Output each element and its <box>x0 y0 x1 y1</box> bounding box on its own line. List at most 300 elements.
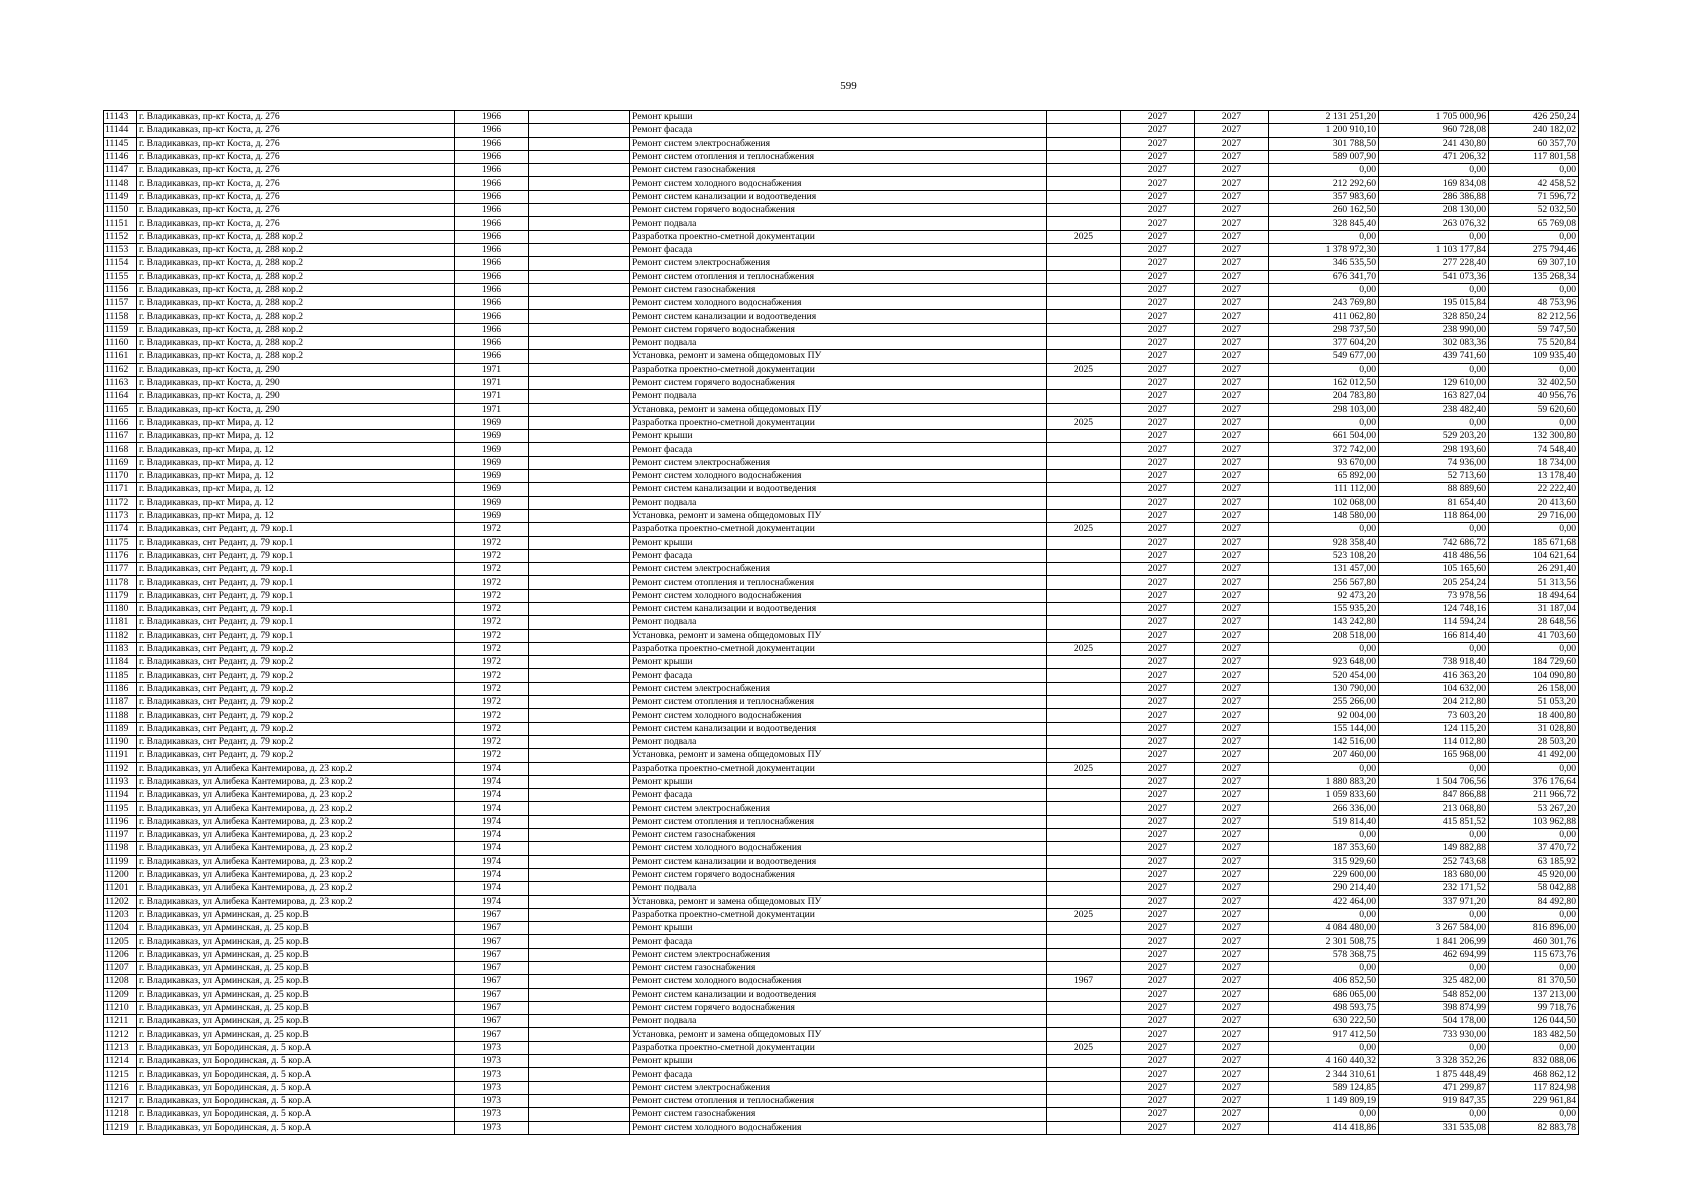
work-type-cell: Ремонт подвала <box>630 496 1047 509</box>
table-row <box>104 975 1579 988</box>
row-number: 11219 <box>104 1121 137 1134</box>
year-built-cell: 1972 <box>455 682 529 695</box>
owner-cost-cell: 84 492,80 <box>1489 895 1579 908</box>
row-number: 11150 <box>104 204 137 217</box>
work-type-cell: Ремонт систем отопления и теплоснабжения <box>630 696 1047 709</box>
address-cell: г. Владикавказ, ул Бородинская, д. 5 кор.А <box>137 1081 455 1094</box>
period-from-cell: 2027 <box>1121 376 1195 389</box>
note-cell <box>1047 576 1121 589</box>
work-type-cell: Ремонт систем холодного водоснабжения <box>630 1121 1047 1134</box>
row-number: 11180 <box>104 602 137 615</box>
owner-cost-cell: 26 291,40 <box>1489 563 1579 576</box>
row-number: 11193 <box>104 775 137 788</box>
row-number: 11162 <box>104 363 137 376</box>
owner-cost-cell: 45 920,00 <box>1489 868 1579 881</box>
total-cost-cell: 92 004,00 <box>1269 709 1379 722</box>
blank-cell <box>529 376 630 389</box>
owner-cost-cell: 376 176,64 <box>1489 775 1579 788</box>
period-to-cell: 2027 <box>1195 1001 1269 1014</box>
period-from-cell: 2027 <box>1121 908 1195 921</box>
period-from-cell: 2027 <box>1121 895 1195 908</box>
table-row <box>104 470 1579 483</box>
year-built-cell: 1974 <box>455 762 529 775</box>
period-from-cell: 2027 <box>1121 802 1195 815</box>
address-cell: г. Владикавказ, пр-кт Мира, д. 12 <box>137 443 455 456</box>
work-type-cell: Ремонт систем газоснабжения <box>630 1108 1047 1121</box>
fund-cost-cell: 0,00 <box>1379 908 1489 921</box>
fund-cost-cell: 52 713,60 <box>1379 470 1489 483</box>
table-row <box>104 270 1579 283</box>
period-to-cell: 2027 <box>1195 656 1269 669</box>
period-to-cell: 2027 <box>1195 882 1269 895</box>
row-number: 11187 <box>104 696 137 709</box>
period-to-cell: 2027 <box>1195 829 1269 842</box>
period-to-cell: 2027 <box>1195 669 1269 682</box>
owner-cost-cell: 29 716,00 <box>1489 509 1579 522</box>
table-row <box>104 829 1579 842</box>
period-to-cell: 2027 <box>1195 310 1269 323</box>
owner-cost-cell: 103 962,88 <box>1489 815 1579 828</box>
row-number: 11188 <box>104 709 137 722</box>
note-cell <box>1047 829 1121 842</box>
period-to-cell: 2027 <box>1195 1094 1269 1107</box>
fund-cost-cell: 163 827,04 <box>1379 390 1489 403</box>
address-cell: г. Владикавказ, снт Редант, д. 79 кор.2 <box>137 735 455 748</box>
owner-cost-cell: 184 729,60 <box>1489 656 1579 669</box>
blank-cell <box>529 735 630 748</box>
address-cell: г. Владикавказ, снт Редант, д. 79 кор.2 <box>137 642 455 655</box>
year-built-cell: 1966 <box>455 350 529 363</box>
period-from-cell: 2027 <box>1121 629 1195 642</box>
note-cell: 2025 <box>1047 642 1121 655</box>
owner-cost-cell: 59 620,60 <box>1489 403 1579 416</box>
period-to-cell: 2027 <box>1195 430 1269 443</box>
year-built-cell: 1967 <box>455 935 529 948</box>
period-to-cell: 2027 <box>1195 390 1269 403</box>
period-to-cell: 2027 <box>1195 297 1269 310</box>
period-from-cell: 2027 <box>1121 789 1195 802</box>
row-number: 11211 <box>104 1015 137 1028</box>
row-number: 11209 <box>104 988 137 1001</box>
period-from-cell: 2027 <box>1121 962 1195 975</box>
fund-cost-cell: 114 012,80 <box>1379 735 1489 748</box>
year-built-cell: 1972 <box>455 709 529 722</box>
owner-cost-cell: 240 182,02 <box>1489 124 1579 137</box>
address-cell: г. Владикавказ, пр-кт Коста, д. 288 кор.2 <box>137 297 455 310</box>
row-number: 11206 <box>104 948 137 961</box>
total-cost-cell: 589 007,90 <box>1269 150 1379 163</box>
row-number: 11175 <box>104 536 137 549</box>
period-to-cell: 2027 <box>1195 376 1269 389</box>
owner-cost-cell: 52 032,50 <box>1489 204 1579 217</box>
row-number: 11155 <box>104 270 137 283</box>
total-cost-cell: 0,00 <box>1269 829 1379 842</box>
period-from-cell: 2027 <box>1121 815 1195 828</box>
year-built-cell: 1972 <box>455 669 529 682</box>
blank-cell <box>529 390 630 403</box>
total-cost-cell: 2 344 310,61 <box>1269 1068 1379 1081</box>
fund-cost-cell: 149 882,88 <box>1379 842 1489 855</box>
period-to-cell: 2027 <box>1195 403 1269 416</box>
note-cell <box>1047 283 1121 296</box>
work-type-cell: Ремонт подвала <box>630 390 1047 403</box>
row-number: 11152 <box>104 230 137 243</box>
table-row <box>104 456 1579 469</box>
year-built-cell: 1974 <box>455 855 529 868</box>
period-to-cell: 2027 <box>1195 124 1269 137</box>
total-cost-cell: 1 200 910,10 <box>1269 124 1379 137</box>
fund-cost-cell: 398 874,99 <box>1379 1001 1489 1014</box>
period-from-cell: 2027 <box>1121 855 1195 868</box>
work-type-cell: Ремонт систем отопления и теплоснабжения <box>630 576 1047 589</box>
work-type-cell: Разработка проектно-сметной документации <box>630 762 1047 775</box>
fund-cost-cell: 0,00 <box>1379 283 1489 296</box>
note-cell <box>1047 895 1121 908</box>
period-from-cell: 2027 <box>1121 190 1195 203</box>
period-to-cell: 2027 <box>1195 204 1269 217</box>
owner-cost-cell: 460 301,76 <box>1489 935 1579 948</box>
work-type-cell: Ремонт крыши <box>630 656 1047 669</box>
owner-cost-cell: 59 747,50 <box>1489 323 1579 336</box>
table-row <box>104 682 1579 695</box>
address-cell: г. Владикавказ, пр-кт Мира, д. 12 <box>137 509 455 522</box>
period-from-cell: 2027 <box>1121 337 1195 350</box>
work-type-cell: Ремонт фасада <box>630 669 1047 682</box>
note-cell <box>1047 868 1121 881</box>
note-cell <box>1047 709 1121 722</box>
year-built-cell: 1974 <box>455 842 529 855</box>
owner-cost-cell: 126 044,50 <box>1489 1015 1579 1028</box>
owner-cost-cell: 426 250,24 <box>1489 111 1579 124</box>
fund-cost-cell: 328 850,24 <box>1379 310 1489 323</box>
table-row <box>104 1028 1579 1041</box>
note-cell <box>1047 775 1121 788</box>
fund-cost-cell: 105 165,60 <box>1379 563 1489 576</box>
row-number: 11145 <box>104 137 137 150</box>
period-to-cell: 2027 <box>1195 616 1269 629</box>
work-type-cell: Установка, ремонт и замена общедомовых ПУ <box>630 1028 1047 1041</box>
total-cost-cell: 357 983,60 <box>1269 190 1379 203</box>
row-number: 11208 <box>104 975 137 988</box>
year-built-cell: 1973 <box>455 1121 529 1134</box>
total-cost-cell: 0,00 <box>1269 164 1379 177</box>
year-built-cell: 1973 <box>455 1108 529 1121</box>
period-from-cell: 2027 <box>1121 922 1195 935</box>
blank-cell <box>529 270 630 283</box>
table-row <box>104 390 1579 403</box>
period-from-cell: 2027 <box>1121 283 1195 296</box>
table-row <box>104 283 1579 296</box>
table-row <box>104 988 1579 1001</box>
fund-cost-cell: 252 743,68 <box>1379 855 1489 868</box>
owner-cost-cell: 0,00 <box>1489 283 1579 296</box>
year-built-cell: 1966 <box>455 283 529 296</box>
table-row <box>104 1015 1579 1028</box>
row-number: 11186 <box>104 682 137 695</box>
year-built-cell: 1972 <box>455 722 529 735</box>
table-row <box>104 722 1579 735</box>
note-cell: 2025 <box>1047 230 1121 243</box>
blank-cell <box>529 709 630 722</box>
work-type-cell: Ремонт подвала <box>630 882 1047 895</box>
period-to-cell: 2027 <box>1195 962 1269 975</box>
work-type-cell: Ремонт систем газоснабжения <box>630 283 1047 296</box>
address-cell: г. Владикавказ, ул Алибека Кантемирова, д. 23 кор.2 <box>137 789 455 802</box>
table-row <box>104 323 1579 336</box>
note-cell <box>1047 948 1121 961</box>
work-type-cell: Ремонт систем электроснабжения <box>630 802 1047 815</box>
fund-cost-cell: 919 847,35 <box>1379 1094 1489 1107</box>
owner-cost-cell: 74 548,40 <box>1489 443 1579 456</box>
fund-cost-cell: 298 193,60 <box>1379 443 1489 456</box>
address-cell: г. Владикавказ, пр-кт Мира, д. 12 <box>137 430 455 443</box>
period-to-cell: 2027 <box>1195 988 1269 1001</box>
table-row <box>104 616 1579 629</box>
owner-cost-cell: 135 268,34 <box>1489 270 1579 283</box>
blank-cell <box>529 642 630 655</box>
row-number: 11171 <box>104 483 137 496</box>
period-from-cell: 2027 <box>1121 1028 1195 1041</box>
blank-cell <box>529 549 630 562</box>
period-from-cell: 2027 <box>1121 762 1195 775</box>
note-cell <box>1047 549 1121 562</box>
total-cost-cell: 661 504,00 <box>1269 430 1379 443</box>
row-number: 11151 <box>104 217 137 230</box>
blank-cell <box>529 177 630 190</box>
period-from-cell: 2027 <box>1121 642 1195 655</box>
work-type-cell: Ремонт фасада <box>630 549 1047 562</box>
blank-cell <box>529 616 630 629</box>
period-to-cell: 2027 <box>1195 775 1269 788</box>
table-row <box>104 656 1579 669</box>
fund-cost-cell: 73 603,20 <box>1379 709 1489 722</box>
period-from-cell: 2027 <box>1121 243 1195 256</box>
period-from-cell: 2027 <box>1121 1015 1195 1028</box>
fund-cost-cell: 529 203,20 <box>1379 430 1489 443</box>
note-cell <box>1047 509 1121 522</box>
blank-cell <box>529 988 630 1001</box>
table-row <box>104 696 1579 709</box>
blank-cell <box>529 150 630 163</box>
row-number: 11172 <box>104 496 137 509</box>
note-cell <box>1047 988 1121 1001</box>
row-number: 11161 <box>104 350 137 363</box>
work-type-cell: Установка, ремонт и замена общедомовых ПУ <box>630 895 1047 908</box>
blank-cell <box>529 908 630 921</box>
table-row <box>104 496 1579 509</box>
note-cell: 2025 <box>1047 908 1121 921</box>
period-from-cell: 2027 <box>1121 696 1195 709</box>
period-to-cell: 2027 <box>1195 1028 1269 1041</box>
work-type-cell: Ремонт фасада <box>630 243 1047 256</box>
note-cell <box>1047 722 1121 735</box>
note-cell <box>1047 270 1121 283</box>
address-cell: г. Владикавказ, снт Редант, д. 79 кор.2 <box>137 749 455 762</box>
address-cell: г. Владикавказ, снт Редант, д. 79 кор.2 <box>137 682 455 695</box>
row-number: 11170 <box>104 470 137 483</box>
address-cell: г. Владикавказ, ул Алибека Кантемирова, д. 23 кор.2 <box>137 842 455 855</box>
table-row <box>104 789 1579 802</box>
owner-cost-cell: 58 042,88 <box>1489 882 1579 895</box>
fund-cost-cell: 462 694,99 <box>1379 948 1489 961</box>
total-cost-cell: 255 266,00 <box>1269 696 1379 709</box>
owner-cost-cell: 82 883,78 <box>1489 1121 1579 1134</box>
address-cell: г. Владикавказ, пр-кт Коста, д. 288 кор.2 <box>137 243 455 256</box>
period-from-cell: 2027 <box>1121 310 1195 323</box>
year-built-cell: 1969 <box>455 443 529 456</box>
table-row <box>104 802 1579 815</box>
row-number: 11195 <box>104 802 137 815</box>
row-number: 11200 <box>104 868 137 881</box>
period-from-cell: 2027 <box>1121 988 1195 1001</box>
row-number: 11207 <box>104 962 137 975</box>
year-built-cell: 1973 <box>455 1041 529 1054</box>
year-built-cell: 1972 <box>455 749 529 762</box>
note-cell <box>1047 735 1121 748</box>
period-to-cell: 2027 <box>1195 1068 1269 1081</box>
owner-cost-cell: 183 482,50 <box>1489 1028 1579 1041</box>
period-to-cell: 2027 <box>1195 815 1269 828</box>
row-number: 11192 <box>104 762 137 775</box>
blank-cell <box>529 855 630 868</box>
total-cost-cell: 0,00 <box>1269 283 1379 296</box>
fund-cost-cell: 208 130,00 <box>1379 204 1489 217</box>
note-cell <box>1047 1121 1121 1134</box>
year-built-cell: 1966 <box>455 243 529 256</box>
total-cost-cell: 328 845,40 <box>1269 217 1379 230</box>
row-number: 11174 <box>104 523 137 536</box>
note-cell <box>1047 111 1121 124</box>
work-type-cell: Ремонт крыши <box>630 111 1047 124</box>
row-number: 11169 <box>104 456 137 469</box>
fund-cost-cell: 166 814,40 <box>1379 629 1489 642</box>
address-cell: г. Владикавказ, снт Редант, д. 79 кор.1 <box>137 602 455 615</box>
address-cell: г. Владикавказ, пр-кт Коста, д. 288 кор.2 <box>137 283 455 296</box>
address-cell: г. Владикавказ, ул Арминская, д. 25 кор.В <box>137 908 455 921</box>
address-cell: г. Владикавказ, ул Арминская, д. 25 кор.В <box>137 1028 455 1041</box>
note-cell <box>1047 496 1121 509</box>
fund-cost-cell: 124 748,16 <box>1379 602 1489 615</box>
note-cell <box>1047 443 1121 456</box>
period-to-cell: 2027 <box>1195 177 1269 190</box>
address-cell: г. Владикавказ, ул Арминская, д. 25 кор.В <box>137 962 455 975</box>
year-built-cell: 1972 <box>455 642 529 655</box>
address-cell: г. Владикавказ, пр-кт Коста, д. 276 <box>137 217 455 230</box>
period-to-cell: 2027 <box>1195 283 1269 296</box>
period-from-cell: 2027 <box>1121 709 1195 722</box>
work-type-cell: Ремонт систем газоснабжения <box>630 829 1047 842</box>
total-cost-cell: 549 677,00 <box>1269 350 1379 363</box>
period-to-cell: 2027 <box>1195 696 1269 709</box>
period-to-cell: 2027 <box>1195 536 1269 549</box>
period-to-cell: 2027 <box>1195 1108 1269 1121</box>
row-number: 11205 <box>104 935 137 948</box>
period-to-cell: 2027 <box>1195 749 1269 762</box>
owner-cost-cell: 115 673,76 <box>1489 948 1579 961</box>
owner-cost-cell: 211 966,72 <box>1489 789 1579 802</box>
year-built-cell: 1969 <box>455 416 529 429</box>
blank-cell <box>529 722 630 735</box>
year-built-cell: 1973 <box>455 1094 529 1107</box>
fund-cost-cell: 0,00 <box>1379 1041 1489 1054</box>
year-built-cell: 1971 <box>455 403 529 416</box>
owner-cost-cell: 22 222,40 <box>1489 483 1579 496</box>
period-to-cell: 2027 <box>1195 842 1269 855</box>
address-cell: г. Владикавказ, ул Арминская, д. 25 кор.В <box>137 935 455 948</box>
address-cell: г. Владикавказ, пр-кт Коста, д. 276 <box>137 190 455 203</box>
table-row <box>104 350 1579 363</box>
work-type-cell: Разработка проектно-сметной документации <box>630 642 1047 655</box>
row-number: 11194 <box>104 789 137 802</box>
fund-cost-cell: 124 115,20 <box>1379 722 1489 735</box>
fund-cost-cell: 0,00 <box>1379 523 1489 536</box>
note-cell <box>1047 563 1121 576</box>
blank-cell <box>529 775 630 788</box>
blank-cell <box>529 975 630 988</box>
total-cost-cell: 0,00 <box>1269 642 1379 655</box>
period-to-cell: 2027 <box>1195 270 1269 283</box>
blank-cell <box>529 403 630 416</box>
row-number: 11213 <box>104 1041 137 1054</box>
work-type-cell: Ремонт систем электроснабжения <box>630 682 1047 695</box>
row-number: 11159 <box>104 323 137 336</box>
total-cost-cell: 411 062,80 <box>1269 310 1379 323</box>
work-type-cell: Ремонт систем отопления и теплоснабжения <box>630 815 1047 828</box>
table-row <box>104 257 1579 270</box>
period-from-cell: 2027 <box>1121 124 1195 137</box>
blank-cell <box>529 416 630 429</box>
row-number: 11204 <box>104 922 137 935</box>
year-built-cell: 1966 <box>455 257 529 270</box>
period-from-cell: 2027 <box>1121 496 1195 509</box>
address-cell: г. Владикавказ, пр-кт Коста, д. 288 кор.2 <box>137 230 455 243</box>
row-number: 11203 <box>104 908 137 921</box>
blank-cell <box>529 297 630 310</box>
table-row <box>104 190 1579 203</box>
blank-cell <box>529 310 630 323</box>
blank-cell <box>529 230 630 243</box>
table-row <box>104 855 1579 868</box>
fund-cost-cell: 0,00 <box>1379 962 1489 975</box>
period-to-cell: 2027 <box>1195 257 1269 270</box>
period-from-cell: 2027 <box>1121 350 1195 363</box>
blank-cell <box>529 682 630 695</box>
row-number: 11144 <box>104 124 137 137</box>
total-cost-cell: 1 149 809,19 <box>1269 1094 1379 1107</box>
period-from-cell: 2027 <box>1121 735 1195 748</box>
total-cost-cell: 346 535,50 <box>1269 257 1379 270</box>
year-built-cell: 1966 <box>455 230 529 243</box>
note-cell: 2025 <box>1047 523 1121 536</box>
owner-cost-cell: 69 307,10 <box>1489 257 1579 270</box>
blank-cell <box>529 629 630 642</box>
period-to-cell: 2027 <box>1195 789 1269 802</box>
fund-cost-cell: 238 990,00 <box>1379 323 1489 336</box>
work-type-cell: Ремонт систем отопления и теплоснабжения <box>630 270 1047 283</box>
row-number: 11153 <box>104 243 137 256</box>
owner-cost-cell: 18 734,00 <box>1489 456 1579 469</box>
total-cost-cell: 315 929,60 <box>1269 855 1379 868</box>
year-built-cell: 1974 <box>455 815 529 828</box>
work-type-cell: Ремонт систем горячего водоснабжения <box>630 204 1047 217</box>
period-from-cell: 2027 <box>1121 1121 1195 1134</box>
period-from-cell: 2027 <box>1121 682 1195 695</box>
blank-cell <box>529 656 630 669</box>
year-built-cell: 1966 <box>455 177 529 190</box>
blank-cell <box>529 204 630 217</box>
year-built-cell: 1971 <box>455 390 529 403</box>
total-cost-cell: 148 580,00 <box>1269 509 1379 522</box>
